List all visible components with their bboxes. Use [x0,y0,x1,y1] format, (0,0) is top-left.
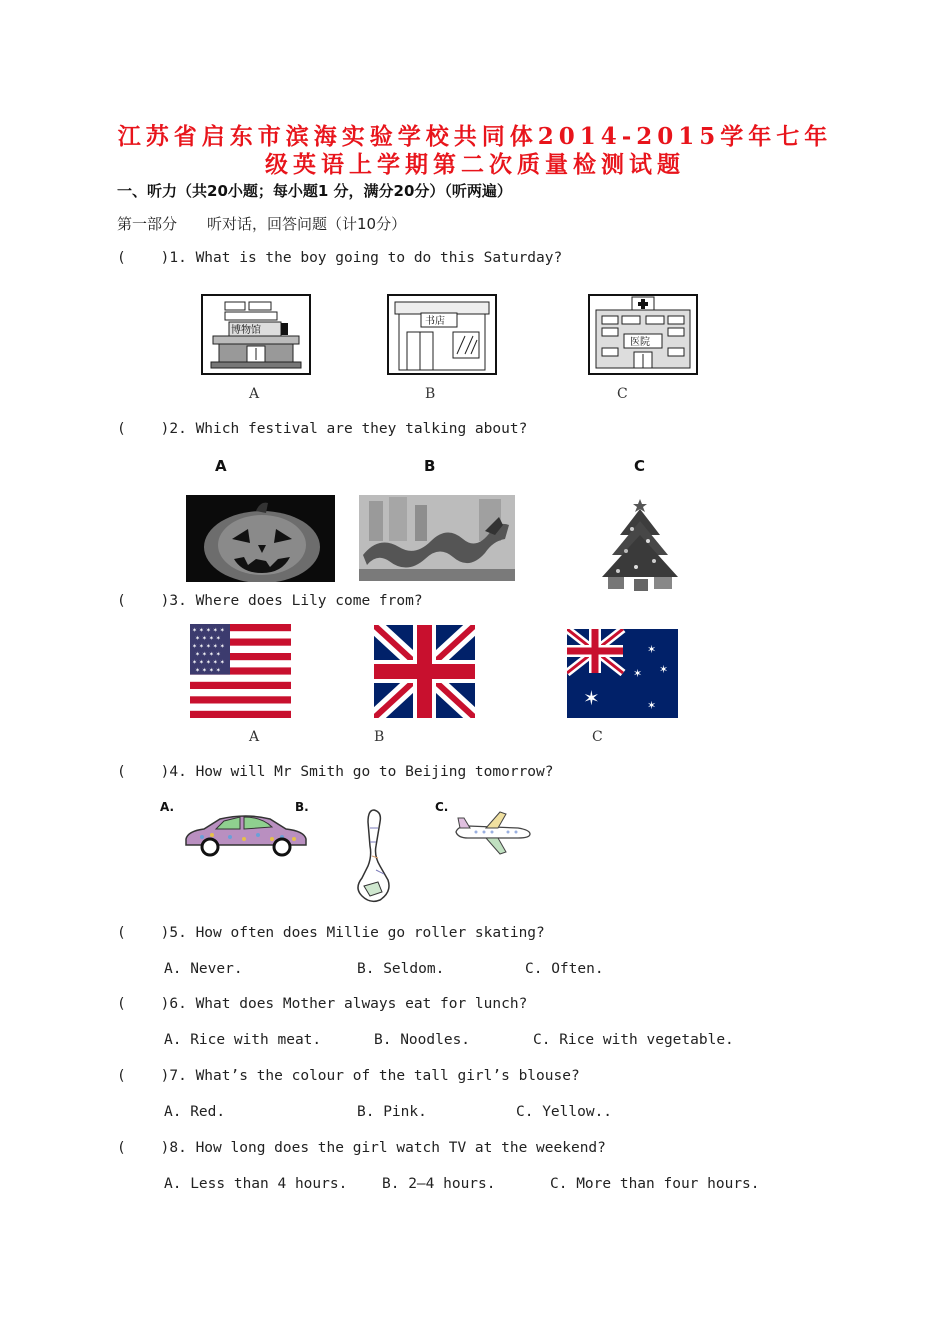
option-a: A. Never. [164,961,243,977]
dragon-icon [359,495,515,581]
question-4 [117,764,554,780]
svg-text:✶ ✶ ✶ ✶ ✶: ✶ ✶ ✶ ✶ ✶ [192,627,225,634]
question-3 [117,593,423,609]
question-text: 7. What’s the colour of the tall girl’s blouse? [169,1068,580,1084]
option-label: C [592,729,603,745]
option-c: C. Yellow.. [516,1104,613,1120]
option-b: B. 2—4 hours. [382,1176,496,1192]
option-c: C. More than four hours. [550,1176,760,1192]
option-b: B. Pink. [357,1104,427,1120]
answer-blank: ( ) [117,250,170,266]
usa-flag-icon [190,624,291,718]
hospital-sign: 医院 [630,337,650,348]
svg-text:✶ ✶ ✶ ✶ ✶: ✶ ✶ ✶ ✶ ✶ [192,643,225,650]
answer-blank: ( ) [117,593,170,609]
question-6 [117,996,527,1012]
option-c: C. Often. [525,961,604,977]
option-b: B. Noodles. [374,1032,471,1048]
svg-text:✶ ✶ ✶ ✶: ✶ ✶ ✶ ✶ [195,667,221,674]
christmas-tree-icon [588,495,692,595]
question-text: 3. Where does Lily come from? [169,593,423,609]
question-text: 6. What does Mother always eat for lunch? [169,996,528,1012]
question-7 [117,1068,580,1084]
question-text: 1. What is the boy going to do this Saturday? [169,250,563,266]
option-label: A [215,457,227,475]
museum-icon [201,294,311,375]
option-a: A. Red. [164,1104,226,1120]
question-8 [117,1140,606,1156]
australia-flag-icon [567,629,678,718]
svg-text:✶: ✶ [647,699,657,712]
question-2 [117,421,527,437]
option-label: C [634,457,646,475]
train-icon [348,808,398,904]
svg-text:✶: ✶ [647,643,657,656]
answer-blank: ( ) [117,1068,170,1084]
option-c: C. Rice with vegetable. [533,1032,734,1048]
option-label: A [249,386,260,402]
section-heading: 一、听力（共20小题；每小题1 分，满分20分）（听两遍） [117,182,512,200]
answer-blank: ( ) [117,925,170,941]
svg-text:✶: ✶ [633,667,643,680]
answer-blank: ( ) [117,996,170,1012]
bookstore-icon [387,294,497,375]
question-text: 2. Which festival are they talking about? [169,421,528,437]
option-label: C [617,386,628,402]
answer-blank: ( ) [117,1140,170,1156]
option-a: A. Less than 4 hours. [164,1176,348,1192]
question-text: 4. How will Mr Smith go to Beijing tomorrow? [169,764,554,780]
hospital-icon [588,294,698,375]
part-heading: 第一部分 听对话，回答问题（计10分） [117,215,407,233]
question-1 [117,250,562,266]
option-label: B [424,457,436,475]
pumpkin-lantern-icon [186,495,335,582]
document-title-line2: 级英语上学期第二次质量检测试题 [265,151,685,178]
museum-sign: 博物馆 [231,325,261,336]
svg-text:✶ ✶ ✶ ✶: ✶ ✶ ✶ ✶ [195,651,221,658]
plane-icon [452,810,534,858]
svg-text:✶ ✶ ✶ ✶ ✶: ✶ ✶ ✶ ✶ ✶ [192,659,225,666]
answer-blank: ( ) [117,421,170,437]
car-icon [182,813,310,857]
svg-text:✶: ✶ [659,663,669,676]
option-label: A [249,729,260,745]
document-title-line1: 江苏省启东市滨海实验学校共同体2014-2015学年七年 [117,123,833,150]
answer-blank: ( ) [117,764,170,780]
question-text: 8. How long does the girl watch TV at the weekend? [169,1140,606,1156]
option-label: C. [435,800,449,814]
uk-flag-icon [374,625,475,718]
option-a: A. Rice with meat. [164,1032,322,1048]
question-5 [117,925,545,941]
bookstore-sign: 书店 [425,316,445,327]
svg-text:✶: ✶ [583,686,600,710]
option-label: B. [295,800,309,814]
option-label: B [425,386,436,402]
question-text: 5. How often does Millie go roller skating? [169,925,545,941]
option-label: B [374,729,385,745]
svg-text:✶ ✶ ✶ ✶: ✶ ✶ ✶ ✶ [195,635,221,642]
option-b: B. Seldom. [357,961,445,977]
option-label: A. [160,800,175,814]
